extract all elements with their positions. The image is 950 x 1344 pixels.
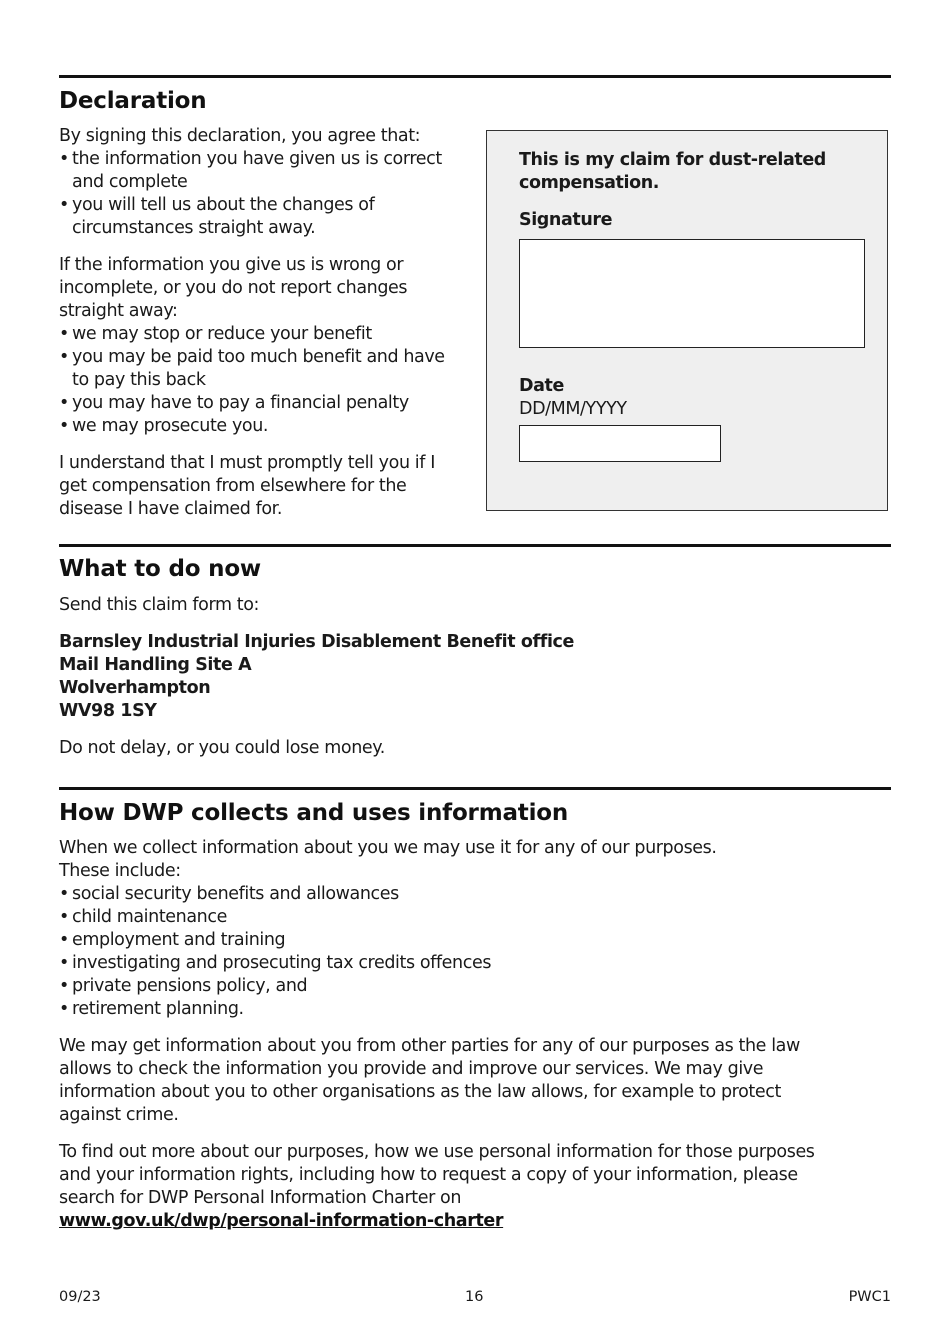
agree-list [59, 148, 459, 240]
delay-warning: Do not delay, or you could lose money. [59, 738, 385, 758]
declaration-text [59, 125, 459, 521]
what-to-do-text [59, 594, 759, 760]
dwp-info-title: How DWP collects and uses information [59, 800, 569, 826]
dwp-intro-line: These include: [59, 861, 181, 881]
list-item: • you may be paid too much benefit and have to pay this back [59, 346, 459, 392]
address-line: Barnsley Industrial Injuries Disablement Benefit office [59, 632, 574, 652]
list-item: • private pensions policy, and [59, 975, 859, 998]
list-item: • retirement planning. [59, 998, 859, 1021]
list-item: • we may prosecute you. [59, 415, 459, 438]
signature-panel-text [519, 149, 865, 232]
other-parties-paragraph: We may get information about you from other parties for any of our purposes as the law allows to check the information you provide and improve our services. We may give information about you to other organisations as the law allows, for example to protect against crime. [59, 1036, 800, 1125]
date-label: Date [519, 376, 564, 396]
date-format-hint: DD/MM/YYYY [519, 399, 627, 419]
claim-statement: This is my claim for dust-related compensation. [519, 150, 826, 193]
date-label-group [519, 375, 627, 421]
send-to-label: Send this claim form to: [59, 595, 260, 615]
address-line: Wolverhampton [59, 678, 211, 698]
signature-panel [486, 130, 888, 511]
list-item: • you may have to pay a financial penalty [59, 392, 459, 415]
section-divider [59, 544, 891, 547]
personal-information-charter-link[interactable]: www.gov.uk/dwp/personal-information-charter [59, 1211, 504, 1231]
consequence-list [59, 323, 459, 438]
date-field[interactable] [519, 425, 721, 462]
footer-date: 09/23 [59, 1289, 101, 1305]
list-item: • you will tell us about the changes of circumstances straight away. [59, 194, 459, 240]
what-to-do-title: What to do now [59, 556, 261, 582]
list-item: • investigating and prosecuting tax credits offences [59, 952, 859, 975]
signature-label: Signature [519, 210, 613, 230]
declaration-title: Declaration [59, 88, 207, 114]
address-line: WV98 1SY [59, 701, 157, 721]
wrong-info-intro: If the information you give us is wrong or incomplete, or you do not report changes straight away: [59, 255, 408, 321]
dwp-intro-line: When we collect information about you we may use it for any of our purposes. [59, 838, 717, 858]
list-item: • employment and training [59, 929, 859, 952]
section-divider [59, 787, 891, 790]
list-item: • child maintenance [59, 906, 859, 929]
signature-field[interactable] [519, 239, 865, 348]
dwp-info-text [59, 837, 859, 1233]
list-item: • the information you have given us is correct and complete [59, 148, 459, 194]
postal-address [59, 631, 759, 723]
list-item: • we may stop or reduce your benefit [59, 323, 459, 346]
purposes-list [59, 883, 859, 1021]
declaration-intro: By signing this declaration, you agree that: [59, 126, 421, 146]
address-line: Mail Handling Site A [59, 655, 252, 675]
understand-statement: I understand that I must promptly tell you if I get compensation from elsewhere for the disease I have claimed for. [59, 453, 435, 519]
form-code: PWC1 [848, 1289, 891, 1305]
page-number: 16 [465, 1289, 484, 1305]
list-item: • social security benefits and allowances [59, 883, 859, 906]
section-divider [59, 75, 891, 78]
find-out-more-paragraph: To find out more about our purposes, how we use personal information for those purposes and your information rights, including how to request a copy of your information, please search for DWP Personal Information Charter on [59, 1142, 815, 1208]
